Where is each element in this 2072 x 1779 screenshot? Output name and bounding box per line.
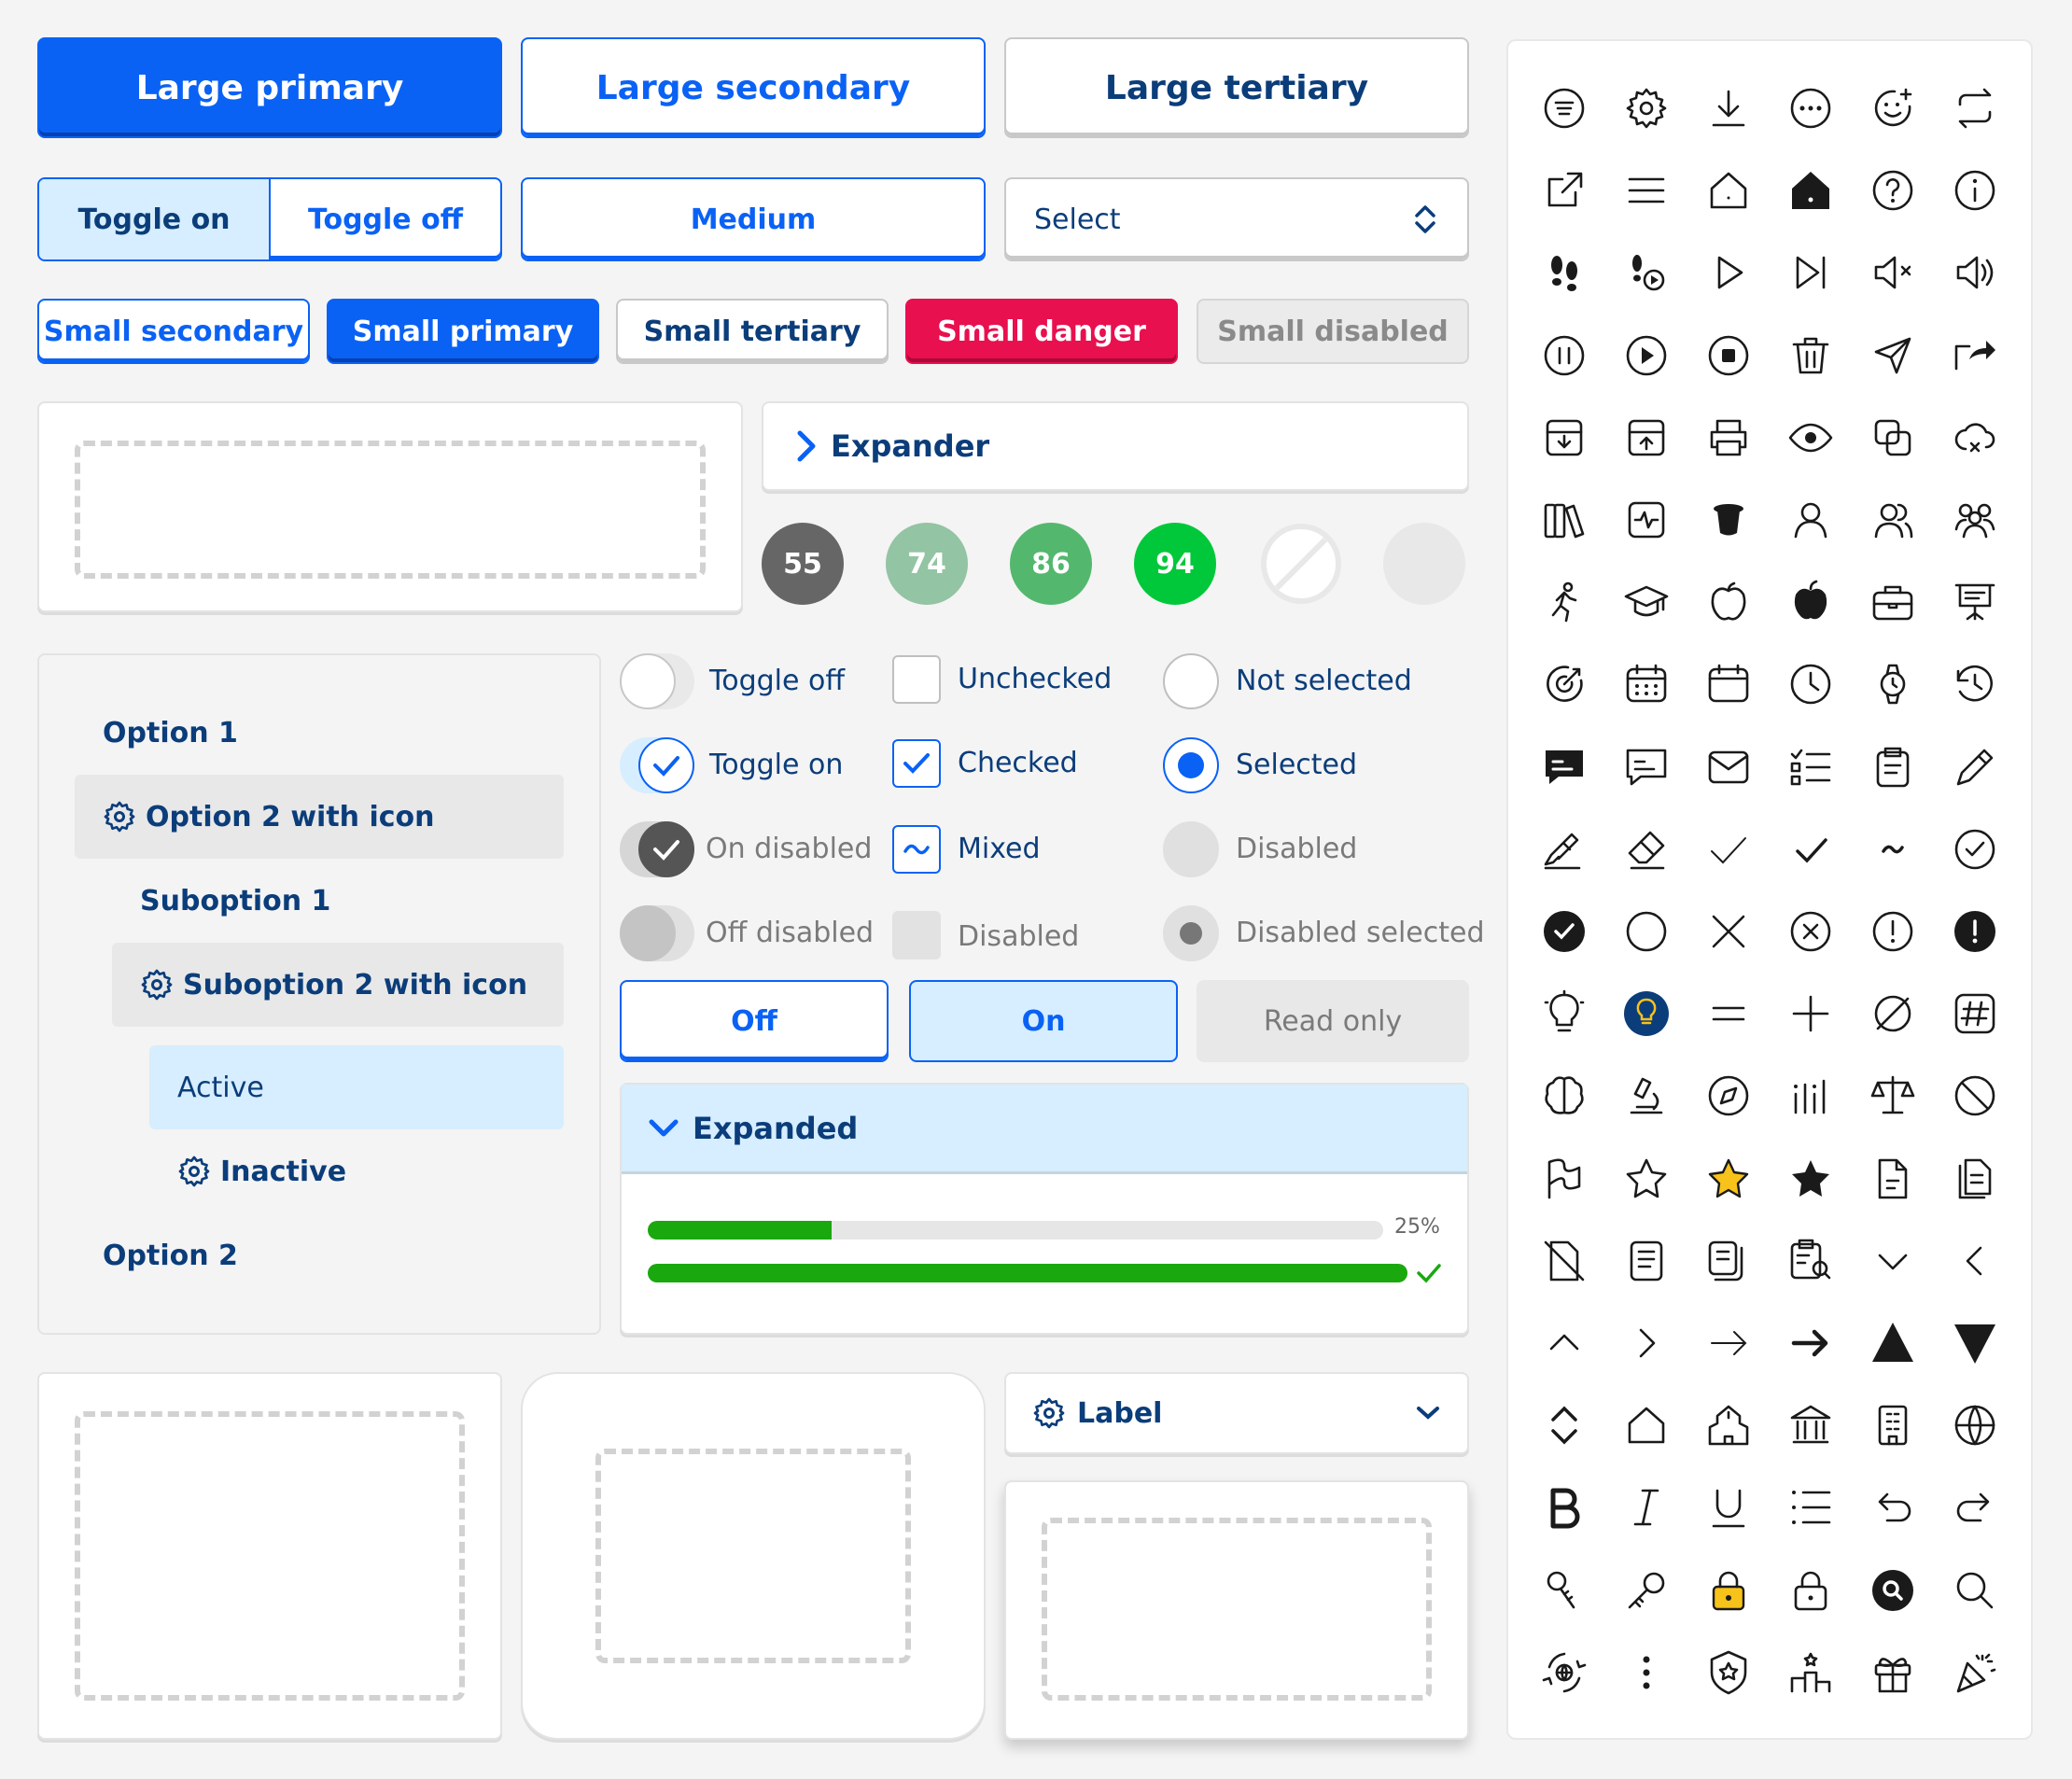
volume-mute-icon	[1869, 248, 1917, 297]
checkbox-disabled	[892, 911, 941, 960]
empty-set-icon	[1869, 989, 1917, 1038]
checkbox-mixed-label: Mixed	[958, 833, 1041, 865]
house-icon	[1622, 1401, 1671, 1450]
document-off-icon	[1540, 1237, 1589, 1285]
check-icon	[1786, 825, 1835, 874]
score-badge: 74	[886, 523, 968, 605]
eraser-icon	[1622, 825, 1671, 874]
nav-option-1[interactable]	[103, 709, 238, 756]
placeholder-card	[37, 1372, 502, 1740]
small-disabled-button: Small disabled	[1197, 299, 1469, 364]
radio-selected-label: Selected	[1236, 749, 1358, 781]
eye-icon	[1786, 413, 1835, 462]
switch-on[interactable]	[620, 737, 694, 793]
archive-up-icon	[1622, 413, 1671, 462]
more-circle-icon	[1786, 84, 1835, 133]
activity-icon	[1622, 496, 1671, 544]
segment-on-button[interactable]: On	[909, 980, 1178, 1062]
share-icon	[1951, 331, 1999, 380]
switch-off-disabled	[620, 905, 694, 961]
gift-icon	[1869, 1648, 1917, 1697]
emoji-add-icon	[1869, 84, 1917, 133]
small-danger-button[interactable]: Small danger	[905, 299, 1178, 364]
archive-down-icon	[1540, 413, 1589, 462]
undo-icon	[1869, 1483, 1917, 1532]
check-icon	[1415, 1258, 1443, 1290]
lock-icon	[1786, 1566, 1835, 1615]
calendar-grid-icon	[1622, 660, 1671, 708]
stop-circle-icon	[1704, 331, 1753, 380]
toggle-on-button[interactable]: Toggle on	[39, 179, 271, 259]
sort-icon	[1540, 1401, 1589, 1450]
chart-icon	[1786, 1072, 1835, 1120]
party-icon	[1951, 1648, 1999, 1697]
cloud-error-icon	[1951, 413, 1999, 462]
translate-icon	[1540, 1648, 1589, 1697]
play-icon	[1704, 248, 1753, 297]
settings-icon	[140, 968, 174, 1002]
expander-label: Expander	[831, 428, 990, 464]
send-icon	[1869, 331, 1917, 380]
italic-icon	[1622, 1483, 1671, 1532]
close-icon	[1704, 907, 1753, 956]
label-dropdown[interactable]	[1004, 1372, 1469, 1454]
user-icon	[1786, 496, 1835, 544]
checkbox-unchecked[interactable]	[892, 655, 941, 704]
expander[interactable]	[762, 401, 1469, 491]
checkbox-checked-label: Checked	[958, 747, 1078, 779]
watch-icon	[1869, 660, 1917, 708]
checkbox-checked[interactable]	[892, 739, 941, 788]
checkbox-disabled-label: Disabled	[958, 920, 1080, 953]
score-badge: 55	[762, 523, 844, 605]
no-score-icon	[1260, 523, 1342, 605]
trash-icon	[1786, 331, 1835, 380]
footsteps-icon	[1540, 248, 1589, 297]
arrow-right-thin-icon	[1704, 1319, 1753, 1367]
settings-icon	[177, 1155, 211, 1188]
document-icon	[1869, 1155, 1917, 1203]
pencil-icon	[1951, 743, 1999, 791]
dropdown-popover	[1004, 1480, 1469, 1740]
redo-icon	[1951, 1483, 1999, 1532]
kebab-icon	[1622, 1648, 1671, 1697]
progress-bar-track-complete	[648, 1264, 1407, 1282]
info-icon	[1951, 166, 1999, 215]
checklist-icon	[1786, 743, 1835, 791]
history-icon	[1951, 660, 1999, 708]
hashtag-icon	[1951, 989, 1999, 1038]
placeholder-slot	[75, 441, 706, 579]
nav-option-2-plain-label: Option 2	[103, 1239, 238, 1272]
nav-suboption-1[interactable]	[140, 877, 330, 924]
chevron-right-icon	[1622, 1319, 1671, 1367]
radio-disabled-selected	[1163, 905, 1219, 961]
plus-icon	[1786, 989, 1835, 1038]
arrow-right-icon	[1786, 1319, 1835, 1367]
placeholder-card-rounded	[521, 1372, 986, 1740]
nav-suboption-1-label: Suboption 1	[140, 884, 331, 918]
placeholder-card	[37, 401, 743, 612]
target-icon	[1540, 660, 1589, 708]
lock-yellow-icon	[1704, 1566, 1753, 1615]
accordion-header[interactable]	[622, 1085, 1467, 1174]
radio-disabled-selected-label: Disabled selected	[1236, 917, 1485, 949]
tilde-icon	[1869, 825, 1917, 874]
highlighter-icon	[1540, 825, 1589, 874]
dropdown-label: Label	[1077, 1396, 1163, 1430]
star-filled-icon	[1786, 1155, 1835, 1203]
graduation-cap-icon	[1622, 578, 1671, 626]
bank-icon	[1786, 1401, 1835, 1450]
switch-off-label: Toggle off	[709, 665, 846, 697]
chevron-down-icon	[1415, 1404, 1441, 1422]
bold-icon	[1540, 1483, 1589, 1532]
select-value: Select	[1034, 203, 1121, 236]
lightbulb-filled-icon	[1622, 989, 1671, 1038]
chat-icon	[1622, 743, 1671, 791]
nav-option-2[interactable]	[103, 1232, 238, 1279]
filter-circle-icon	[1540, 84, 1589, 133]
alert-circle-icon	[1869, 907, 1917, 956]
clipboard-icon	[1869, 743, 1917, 791]
switch-off-disabled-label: Off disabled	[706, 917, 875, 949]
settings-icon	[103, 800, 136, 833]
medium-button[interactable]: Medium	[521, 177, 986, 261]
magic-hat-icon	[1704, 496, 1753, 544]
nav-inactive-item[interactable]	[177, 1148, 346, 1195]
score-badge: 86	[1010, 523, 1092, 605]
triangle-up-icon	[1869, 1319, 1917, 1367]
users-icon	[1869, 496, 1917, 544]
clock-icon	[1786, 660, 1835, 708]
radio-selected[interactable]	[1163, 737, 1219, 793]
toggle-button-group	[37, 177, 502, 261]
running-icon	[1540, 578, 1589, 626]
keys-icon	[1540, 1566, 1589, 1615]
nav-inactive-label: Inactive	[220, 1155, 347, 1188]
segment-off-button[interactable]: Off	[620, 980, 889, 1062]
key-icon	[1622, 1566, 1671, 1615]
underline-icon	[1704, 1483, 1753, 1532]
radio-not-selected[interactable]	[1163, 653, 1219, 709]
apple-filled-icon	[1786, 578, 1835, 626]
empty-score-badge	[1383, 523, 1465, 605]
chevron-down-icon	[1869, 1237, 1917, 1285]
chat-filled-icon	[1540, 743, 1589, 791]
progress-bar-fill-complete	[648, 1264, 1407, 1282]
small-secondary-button[interactable]: Small secondary	[37, 299, 310, 364]
switch-on-disabled	[620, 821, 694, 877]
download-icon	[1704, 84, 1753, 133]
lightbulb-icon	[1540, 989, 1589, 1038]
progress-bar-fill	[648, 1221, 832, 1240]
presentation-icon	[1951, 578, 1999, 626]
apple-icon	[1704, 578, 1753, 626]
chevron-up-icon	[1540, 1319, 1589, 1367]
podium-icon	[1786, 1648, 1835, 1697]
pause-circle-icon	[1540, 331, 1589, 380]
switch-on-disabled-label: On disabled	[706, 833, 873, 865]
search-filled-icon	[1869, 1566, 1917, 1615]
books-icon	[1540, 496, 1589, 544]
small-primary-button[interactable]: Small primary	[327, 299, 599, 364]
documents-icon	[1951, 1155, 1999, 1203]
large-tertiary-button[interactable]: Large tertiary	[1004, 37, 1469, 138]
document-stack-icon	[1704, 1237, 1753, 1285]
mail-icon	[1704, 743, 1753, 791]
progress-percent-label: 25%	[1394, 1215, 1440, 1239]
toggle-off-button[interactable]: Toggle off	[307, 203, 464, 236]
chevron-right-icon	[795, 429, 818, 463]
nav-active-label: Active	[177, 1071, 264, 1104]
alert-circle-filled-icon	[1951, 907, 1999, 956]
small-tertiary-button[interactable]: Small tertiary	[616, 299, 889, 364]
select-sort-icon	[1411, 203, 1439, 236]
microscope-icon	[1622, 1072, 1671, 1120]
badge-star-icon	[1704, 1648, 1753, 1697]
home-filled-icon	[1786, 166, 1835, 215]
help-icon	[1869, 166, 1917, 215]
nav-option-1-label: Option 1	[103, 716, 238, 749]
compass-icon	[1704, 1072, 1753, 1120]
equals-icon	[1704, 989, 1753, 1038]
chevron-left-icon	[1951, 1237, 1999, 1285]
large-secondary-button[interactable]: Large secondary	[521, 37, 986, 138]
repeat-icon	[1951, 84, 1999, 133]
list-icon	[1786, 1483, 1835, 1532]
footsteps-play-icon	[1622, 248, 1671, 297]
placeholder-slot	[75, 1411, 465, 1701]
nav-active-item[interactable]	[149, 1045, 564, 1129]
score-badge: 94	[1134, 523, 1216, 605]
star-yellow-icon	[1704, 1155, 1753, 1203]
chevron-down-icon	[648, 1117, 679, 1140]
placeholder-slot	[1042, 1518, 1432, 1701]
nav-suboption-2-with-icon[interactable]	[112, 943, 564, 1027]
scale-icon	[1869, 1072, 1917, 1120]
brain-icon	[1540, 1072, 1589, 1120]
check-circle-icon	[1951, 825, 1999, 874]
external-link-icon	[1540, 166, 1589, 215]
clipboard-search-icon	[1786, 1237, 1835, 1285]
menu-icon	[1622, 166, 1671, 215]
printer-icon	[1704, 413, 1753, 462]
circle-icon	[1622, 907, 1671, 956]
briefcase-icon	[1869, 578, 1917, 626]
home-icon	[1704, 166, 1753, 215]
nav-option-2-with-icon[interactable]	[75, 775, 564, 859]
close-circle-icon	[1786, 907, 1835, 956]
check-circle-filled-icon	[1540, 907, 1589, 956]
radio-disabled	[1163, 821, 1219, 877]
play-circle-icon	[1622, 331, 1671, 380]
building-icon	[1869, 1401, 1917, 1450]
check-thin-icon	[1704, 825, 1753, 874]
skip-next-icon	[1786, 248, 1835, 297]
accordion-label: Expanded	[693, 1110, 859, 1146]
block-icon	[1951, 1072, 1999, 1120]
large-primary-button[interactable]: Large primary	[37, 37, 502, 138]
select-field[interactable]	[1004, 177, 1469, 261]
radio-not-selected-label: Not selected	[1236, 665, 1412, 697]
switch-off[interactable]	[620, 653, 694, 709]
group-icon	[1951, 496, 1999, 544]
radio-disabled-label: Disabled	[1236, 833, 1358, 865]
volume-icon	[1951, 248, 1999, 297]
checkbox-mixed[interactable]	[892, 825, 941, 874]
placeholder-slot	[595, 1449, 911, 1663]
triangle-down-icon	[1951, 1319, 1999, 1367]
star-icon	[1622, 1155, 1671, 1203]
checkbox-unchecked-label: Unchecked	[958, 663, 1113, 695]
settings-icon	[1032, 1396, 1066, 1430]
switch-on-label: Toggle on	[709, 749, 844, 781]
calendar-icon	[1704, 660, 1753, 708]
copy-icon	[1869, 413, 1917, 462]
flag-icon	[1540, 1155, 1589, 1203]
document-text-icon	[1622, 1237, 1671, 1285]
globe-icon	[1951, 1401, 1999, 1450]
search-icon	[1951, 1566, 1999, 1615]
nav-option-2-label: Option 2 with icon	[146, 800, 435, 833]
school-icon	[1704, 1401, 1753, 1450]
read-only-field: Read only	[1197, 980, 1469, 1062]
nav-suboption-2-label: Suboption 2 with icon	[183, 968, 528, 1002]
progress-bar-track	[648, 1221, 1383, 1240]
settings-icon	[1622, 84, 1671, 133]
